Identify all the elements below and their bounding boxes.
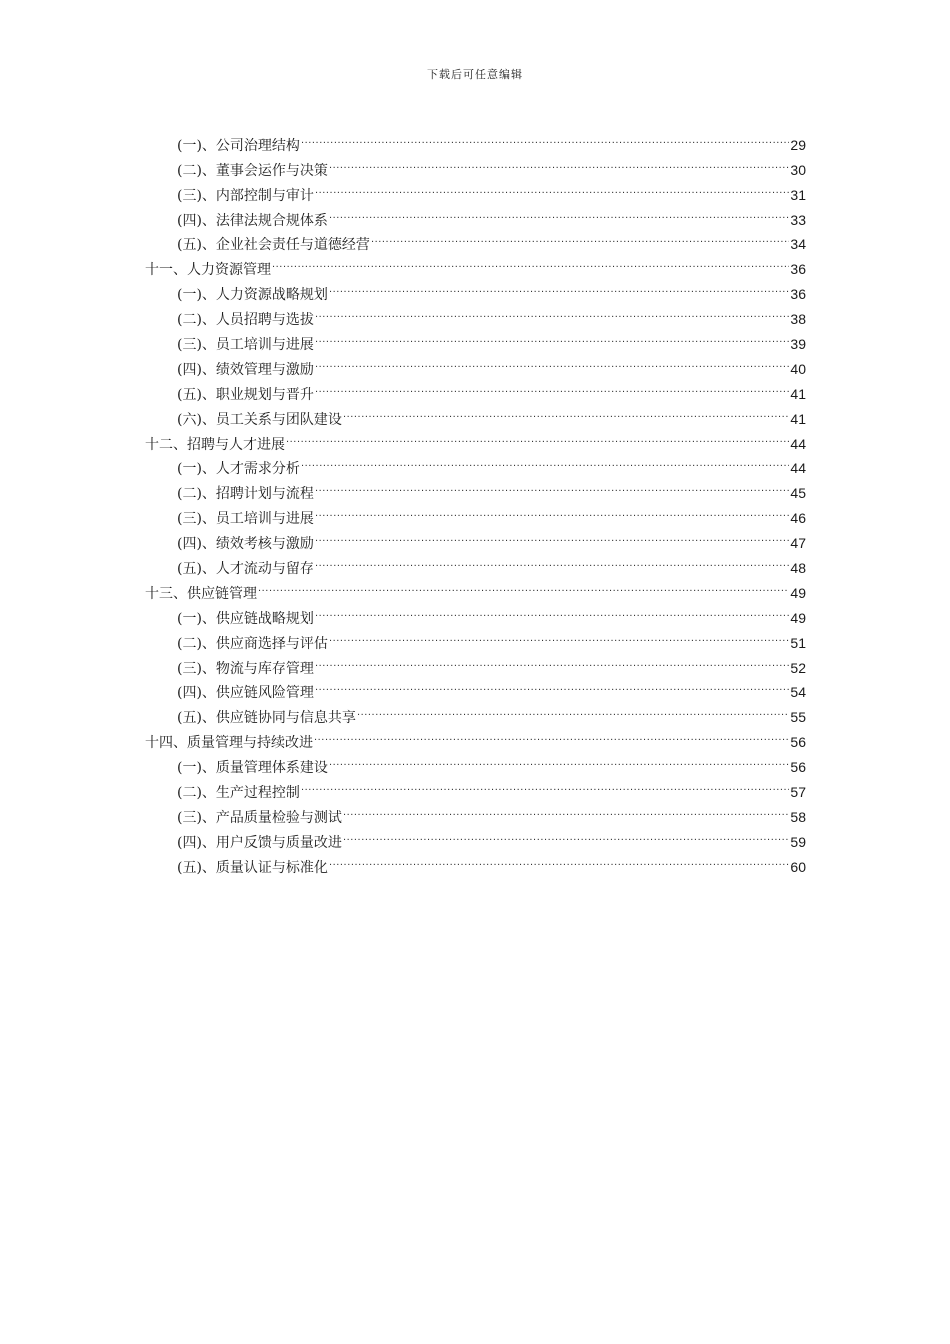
toc-dot-leader bbox=[315, 299, 789, 324]
toc-dot-leader bbox=[329, 274, 789, 299]
toc-dot-leader bbox=[371, 225, 789, 250]
toc-entry-title: (一)、公司治理结构 bbox=[177, 137, 300, 154]
toc-entry-title: (四)、用户反馈与质量改进 bbox=[177, 834, 342, 851]
toc-page-number: 56 bbox=[790, 734, 806, 751]
toc-entry-title: (二)、供应商选择与评估 bbox=[177, 635, 328, 652]
toc-entry-title: (六)、员工关系与团队建设 bbox=[177, 411, 342, 428]
toc-page-number: 41 bbox=[790, 385, 806, 402]
toc-page-number: 54 bbox=[790, 684, 806, 701]
toc-page-number: 47 bbox=[790, 535, 806, 552]
toc-dot-leader bbox=[315, 498, 789, 523]
toc-entry-title: (三)、员工培训与进展 bbox=[177, 511, 314, 528]
toc-page-number: 57 bbox=[790, 784, 806, 801]
toc-page-number: 58 bbox=[790, 808, 806, 825]
toc-entry-title: 十二、招聘与人才进展 bbox=[145, 436, 285, 453]
toc-entry-title: (三)、物流与库存管理 bbox=[177, 660, 314, 677]
toc-dot-leader bbox=[357, 697, 789, 722]
toc-dot-leader bbox=[343, 399, 789, 424]
toc-entry-title: (二)、生产过程控制 bbox=[177, 785, 300, 802]
page-header: 下载后可任意编辑 bbox=[427, 68, 523, 81]
toc-dot-leader bbox=[301, 449, 789, 474]
toc-entry-title: (二)、董事会运作与决策 bbox=[177, 162, 328, 179]
toc-page-number: 36 bbox=[790, 261, 806, 278]
toc-entry-title: 十三、供应链管理 bbox=[145, 585, 257, 602]
toc-entry-title: (三)、内部控制与审计 bbox=[177, 187, 314, 204]
toc-entry-title: (一)、供应链战略规划 bbox=[177, 610, 314, 627]
table-of-contents bbox=[145, 125, 806, 876]
toc-page-number: 31 bbox=[790, 186, 806, 203]
toc-entry-title: 十四、质量管理与持续改进 bbox=[145, 735, 313, 752]
toc-entry-title: (四)、供应链风险管理 bbox=[177, 685, 314, 702]
toc-page-number: 36 bbox=[790, 286, 806, 303]
toc-entry-title: (五)、企业社会责任与道德经营 bbox=[177, 237, 370, 254]
toc-dot-leader bbox=[301, 772, 789, 797]
toc-page-number: 46 bbox=[790, 510, 806, 527]
toc-page-number: 44 bbox=[790, 435, 806, 452]
toc-dot-leader bbox=[258, 573, 789, 598]
toc-page-number: 51 bbox=[790, 634, 806, 651]
toc-entry-title: (一)、人力资源战略规划 bbox=[177, 287, 328, 304]
toc-dot-leader bbox=[329, 150, 789, 175]
toc-page-number: 56 bbox=[790, 759, 806, 776]
toc-dot-leader bbox=[315, 598, 789, 623]
toc-dot-leader bbox=[315, 523, 789, 548]
toc-page-number: 52 bbox=[790, 659, 806, 676]
toc-entry-title: (三)、产品质量检验与测试 bbox=[177, 809, 342, 826]
toc-entry-title: (四)、绩效考核与激励 bbox=[177, 536, 314, 553]
toc-page-number: 30 bbox=[790, 161, 806, 178]
toc-page-number: 40 bbox=[790, 360, 806, 377]
toc-page-number: 48 bbox=[790, 560, 806, 577]
toc-entry-title: (四)、绩效管理与激励 bbox=[177, 361, 314, 378]
toc-page-number: 45 bbox=[790, 485, 806, 502]
toc-page-number: 34 bbox=[790, 236, 806, 253]
toc-section-entry[interactable] bbox=[145, 125, 806, 154]
toc-page-number: 60 bbox=[790, 858, 806, 875]
toc-dot-leader bbox=[315, 648, 789, 673]
toc-page-number: 49 bbox=[790, 609, 806, 626]
toc-entry-title: (二)、人员招聘与选拔 bbox=[177, 312, 314, 329]
toc-page-number: 55 bbox=[790, 709, 806, 726]
toc-dot-leader bbox=[301, 125, 789, 150]
toc-dot-leader bbox=[329, 623, 789, 648]
toc-entry-title: (一)、人才需求分析 bbox=[177, 461, 300, 478]
toc-page-number: 49 bbox=[790, 584, 806, 601]
toc-entry-title: (五)、人才流动与留存 bbox=[177, 561, 314, 578]
toc-dot-leader bbox=[343, 797, 789, 822]
toc-dot-leader bbox=[315, 175, 789, 200]
toc-entry-title: (五)、职业规划与晋升 bbox=[177, 386, 314, 403]
toc-entry-title: (四)、法律法规合规体系 bbox=[177, 212, 328, 229]
toc-dot-leader bbox=[315, 324, 789, 349]
toc-page-number: 33 bbox=[790, 211, 806, 228]
toc-dot-leader bbox=[315, 374, 789, 399]
toc-dot-leader bbox=[343, 822, 789, 847]
toc-entry-title: (三)、员工培训与进展 bbox=[177, 337, 314, 354]
toc-dot-leader bbox=[315, 473, 789, 498]
toc-entry-title: 十一、人力资源管理 bbox=[145, 262, 271, 279]
toc-dot-leader bbox=[329, 200, 789, 225]
toc-dot-leader bbox=[272, 249, 789, 274]
toc-page-number: 38 bbox=[790, 311, 806, 328]
toc-entry-title: (五)、质量认证与标准化 bbox=[177, 859, 328, 876]
toc-entry-title: (一)、质量管理体系建设 bbox=[177, 760, 328, 777]
toc-dot-leader bbox=[314, 722, 789, 747]
toc-page-number: 59 bbox=[790, 833, 806, 850]
toc-dot-leader bbox=[286, 424, 789, 449]
toc-dot-leader bbox=[329, 747, 789, 772]
toc-page-number: 41 bbox=[790, 410, 806, 427]
toc-page-number: 29 bbox=[790, 136, 806, 153]
toc-page-number: 39 bbox=[790, 336, 806, 353]
toc-dot-leader bbox=[315, 349, 789, 374]
toc-page-number: 44 bbox=[790, 460, 806, 477]
toc-dot-leader bbox=[329, 847, 789, 872]
toc-entry-title: (五)、供应链协同与信息共享 bbox=[177, 710, 356, 727]
toc-entry-title: (二)、招聘计划与流程 bbox=[177, 486, 314, 503]
toc-dot-leader bbox=[315, 548, 789, 573]
toc-dot-leader bbox=[315, 673, 789, 698]
